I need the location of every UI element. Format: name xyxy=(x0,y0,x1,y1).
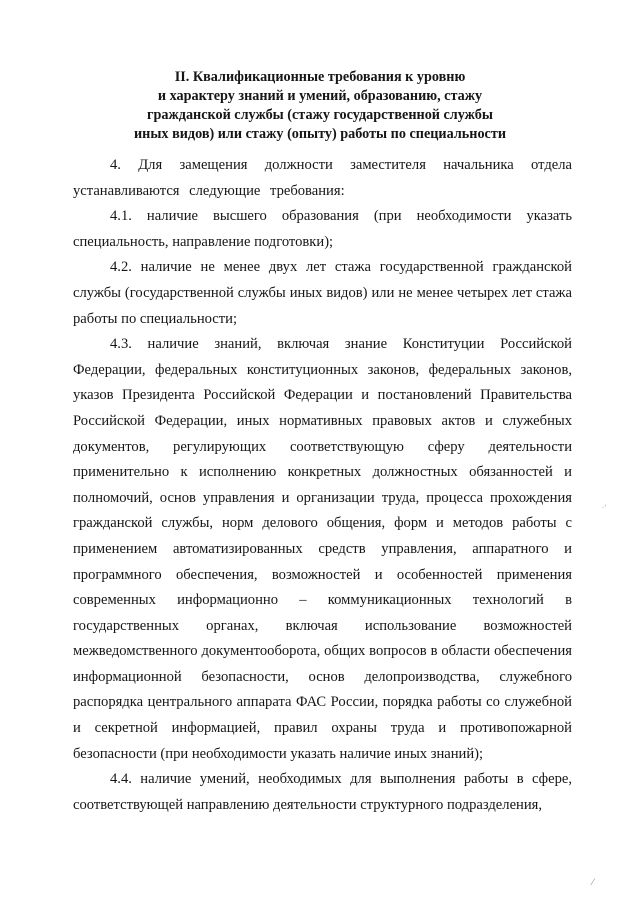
paragraph-4-2: 4.2. наличие не менее двух лет стажа государственной гражданской службы (государственной службы иных видов) или не менее четырех лет стажа работы по специальности; xyxy=(73,259,572,327)
document-body xyxy=(73,153,572,818)
section-title-line-2: и характеру знаний и умений, образованию, стажу xyxy=(157,88,483,104)
scan-speck-mark: ·ʻ xyxy=(602,504,607,512)
paragraph-4: 4. Для замещения должности заместителя начальника отдела устанавливаются следующие требования: xyxy=(73,157,572,199)
scan-stroke-mark: ⁄ xyxy=(592,878,594,888)
section-title-line-3: гражданской службы (стажу государственной службы xyxy=(147,107,493,123)
section-title-line-1: II. Квалификационные требования к уровню xyxy=(174,69,466,85)
paragraph-4-1: 4.1. наличие высшего образования (при необходимости указать специальность, направление подготовки); xyxy=(73,208,572,250)
section-title-line-4: иных видов) или стажу (опыту) работы по специальности xyxy=(134,126,506,142)
paragraph-4-4: 4.4. наличие умений, необходимых для выполнения работы в сфере, соответствующей направлению деятельности структурного подразделения, xyxy=(73,771,572,813)
paragraph-4-3: 4.3. наличие знаний, включая знание Конституции Российской Федерации, федеральных конституционных законов, федеральных законов, указов Президента Российской Федерации и постановлений Правительства Российской Федерации, иных нормативных правовых актов и служебных документов, регулирующих соответствующую сферу деятельности применительно к исполнению конкретных должностных обязанностей и полномочий, основ управления и организации труда, процесса прохождения гражданской службы, норм делового общения, форм и методов работы с применением автоматизированных средств управления, аппаратного и программного обеспечения, возможностей и особенностей применения современных информационно – коммуникационных технологий в государственных органах, включая использование возможностей межведомственного документооборота, общих вопросов в области обеспечения информационной безопасности, основ делопроизводства, служебного распорядка центрального аппарата ФАС России, порядка работы со служебной и секретной информацией, правил охраны труда и противопожарной безопасности (при необходимости указать наличие иных знаний); xyxy=(73,336,572,762)
section-title xyxy=(60,68,580,144)
